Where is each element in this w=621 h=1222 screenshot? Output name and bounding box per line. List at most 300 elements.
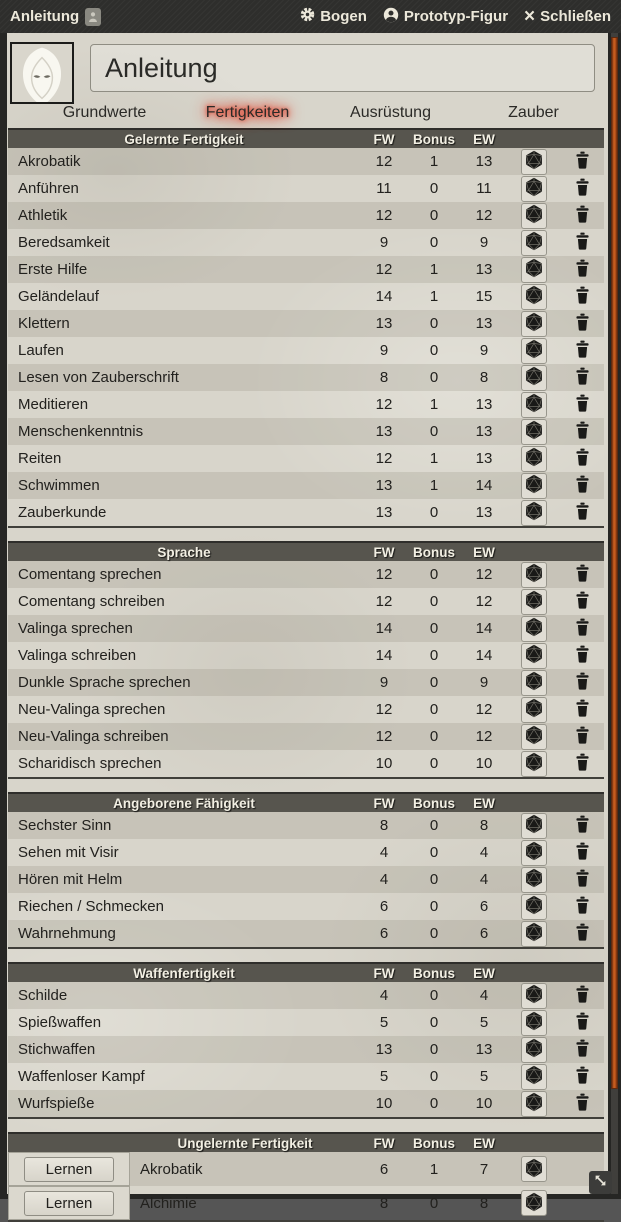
d20-dice-icon: [524, 393, 544, 416]
roll-dice-button[interactable]: [521, 921, 547, 947]
skill-row: [8, 229, 604, 256]
delete-skill-button[interactable]: [574, 753, 591, 775]
skill-fw-value: 14: [375, 288, 393, 305]
skill-name: Valinga schreiben: [18, 647, 137, 664]
delete-skill-button[interactable]: [574, 869, 591, 891]
roll-dice-button[interactable]: [521, 419, 547, 445]
d20-dice-icon: [524, 671, 544, 694]
d20-dice-icon: [524, 895, 544, 918]
skill-bonus-value: 0: [429, 620, 439, 637]
trash-icon: [574, 205, 591, 227]
delete-skill-button[interactable]: [574, 340, 591, 362]
column-header-fw: FW: [373, 131, 395, 147]
roll-dice-button[interactable]: [521, 813, 547, 839]
d20-dice-icon: [524, 814, 544, 837]
d20-dice-icon: [524, 725, 544, 748]
roll-dice-button[interactable]: [521, 894, 547, 920]
skill-bonus-value: 0: [429, 817, 439, 834]
skill-row: [8, 1009, 604, 1036]
roll-dice-button[interactable]: [521, 670, 547, 696]
skill-name: Valinga sprechen: [18, 620, 133, 637]
skill-fw-value: 4: [379, 871, 389, 888]
trash-icon: [574, 896, 591, 918]
skill-name: Schilde: [18, 987, 68, 1004]
skill-ew-value: 9: [479, 234, 489, 251]
skill-row: [8, 175, 604, 202]
delete-skill-button[interactable]: [574, 151, 591, 173]
delete-skill-button[interactable]: [574, 1093, 591, 1115]
scrollbar-thumb[interactable]: [611, 37, 618, 1089]
roll-dice-button[interactable]: [521, 392, 547, 418]
skill-row: [8, 256, 604, 283]
learn-cell: [8, 1152, 130, 1186]
roll-dice-button[interactable]: [521, 284, 547, 310]
skill-name: Comentang sprechen: [18, 566, 162, 583]
skill-ew-value: 13: [475, 153, 493, 170]
skill-fw-value: 12: [375, 261, 393, 278]
trash-icon: [574, 645, 591, 667]
skill-ew-value: 13: [475, 396, 493, 413]
d20-dice-icon: [524, 366, 544, 389]
skill-name: Menschenkenntnis: [18, 423, 144, 440]
roll-dice-button[interactable]: [521, 697, 547, 723]
trash-icon: [574, 340, 591, 362]
d20-dice-icon: [524, 922, 544, 945]
delete-skill-button[interactable]: [574, 672, 591, 694]
column-header-fw: FW: [373, 965, 395, 981]
skill-row: [8, 1036, 604, 1063]
roll-dice-button[interactable]: [521, 1064, 547, 1090]
skill-ew-value: 13: [475, 315, 493, 332]
character-avatar hooded-figure-avatar[interactable]: [10, 42, 74, 104]
d20-dice-icon: [524, 984, 544, 1007]
skill-fw-value: 12: [375, 701, 393, 718]
table-header-row: [8, 128, 604, 148]
tab-ausruestung[interactable]: Ausrüstung: [350, 104, 431, 121]
roll-dice-button[interactable]: [521, 230, 547, 256]
skill-ew-value: 12: [475, 593, 493, 610]
skill-ew-value: 4: [479, 844, 489, 861]
trash-icon: [574, 985, 591, 1007]
skill-fw-value: 12: [375, 593, 393, 610]
skill-fw-value: 4: [379, 987, 389, 1004]
skill-row: [8, 1152, 604, 1186]
skill-ew-value: 12: [475, 566, 493, 583]
trash-icon: [574, 1093, 591, 1115]
skill-name: Stichwaffen: [18, 1041, 96, 1058]
skill-tables: [8, 128, 604, 1222]
skill-bonus-value: 0: [429, 1014, 439, 1031]
skill-fw-value: 13: [375, 477, 393, 494]
delete-skill-button[interactable]: [574, 923, 591, 945]
roll-dice-button[interactable]: [521, 724, 547, 750]
skill-name: Waffenloser Kampf: [18, 1068, 145, 1085]
skill-bonus-value: 1: [429, 396, 439, 413]
skill-name: Athletik: [18, 207, 68, 224]
trash-icon: [574, 923, 591, 945]
skill-fw-value: 8: [379, 369, 389, 386]
delete-skill-button[interactable]: [574, 205, 591, 227]
skill-name: Beredsamkeit: [18, 234, 110, 251]
skill-ew-value: 11: [476, 180, 492, 197]
roll-dice-button[interactable]: [521, 1156, 547, 1182]
skill-ew-value: 6: [479, 925, 489, 942]
skill-ew-value: 12: [475, 207, 493, 224]
d20-dice-icon: [524, 339, 544, 362]
gear-icon: [300, 7, 315, 26]
skill-row: [8, 696, 604, 723]
skill-bonus-value: 0: [429, 1068, 439, 1085]
skill-name: Geländelauf: [18, 288, 99, 305]
table-header-row: [8, 541, 604, 561]
skill-bonus-value: 0: [429, 844, 439, 861]
skill-name: Alchimie: [140, 1194, 197, 1212]
roll-dice-button[interactable]: [521, 1037, 547, 1063]
column-header-bonus: Bonus: [413, 1135, 455, 1151]
skill-row: [8, 391, 604, 418]
skill-ew-value: 6: [479, 898, 489, 915]
roll-dice-button[interactable]: [521, 751, 547, 777]
delete-skill-button[interactable]: [574, 286, 591, 308]
roll-dice-button[interactable]: [521, 176, 547, 202]
skill-fw-value: 12: [375, 728, 393, 745]
trash-icon: [574, 1012, 591, 1034]
delete-skill-button[interactable]: [574, 591, 591, 613]
skill-row: [8, 1186, 604, 1220]
skill-table: [8, 128, 604, 528]
window-title: Anleitung: [10, 8, 80, 25]
column-header-bonus: Bonus: [413, 965, 455, 981]
d20-dice-icon: [524, 447, 544, 470]
delete-skill-button[interactable]: [574, 178, 591, 200]
roll-dice-button[interactable]: [521, 562, 547, 588]
roll-dice-button[interactable]: [521, 1190, 547, 1216]
skill-table: [8, 962, 604, 1119]
delete-skill-button[interactable]: [574, 421, 591, 443]
skill-fw-value: 13: [375, 423, 393, 440]
skill-ew-value: 8: [479, 817, 489, 834]
skill-fw-value: 9: [379, 674, 389, 691]
delete-skill-button[interactable]: [574, 564, 591, 586]
delete-skill-button[interactable]: [574, 394, 591, 416]
roll-dice-button[interactable]: [521, 257, 547, 283]
roll-dice-button[interactable]: [521, 867, 547, 893]
column-header-fw: FW: [373, 795, 395, 811]
d20-dice-icon: [524, 501, 544, 524]
skill-name: Sechster Sinn: [18, 817, 112, 834]
d20-dice-icon: [524, 420, 544, 443]
table-header-row: [8, 962, 604, 982]
d20-dice-icon: [524, 644, 544, 667]
skill-ew-value: 13: [475, 423, 493, 440]
skill-row: [8, 418, 604, 445]
roll-dice-button[interactable]: [521, 473, 547, 499]
skill-table: [8, 792, 604, 949]
trash-icon: [574, 367, 591, 389]
character-header: [7, 33, 608, 128]
scrollbar-track[interactable]: [611, 33, 618, 1194]
delete-skill-button[interactable]: [574, 475, 591, 497]
d20-dice-icon: [524, 590, 544, 613]
skill-bonus-value: 0: [429, 504, 439, 521]
trash-icon: [574, 1039, 591, 1061]
d20-dice-icon: [524, 474, 544, 497]
roll-dice-button[interactable]: [521, 338, 547, 364]
skill-fw-value: 14: [375, 647, 393, 664]
roll-dice-button[interactable]: [521, 1091, 547, 1117]
d20-dice-icon: [524, 1092, 544, 1115]
column-header-fw: FW: [373, 1135, 395, 1151]
skill-name: Laufen: [18, 342, 64, 359]
trash-icon: [574, 591, 591, 613]
roll-dice-button[interactable]: [521, 311, 547, 337]
skill-name: Schwimmen: [18, 477, 100, 494]
skill-fw-value: 12: [375, 396, 393, 413]
skill-name: Dunkle Sprache sprechen: [18, 674, 191, 691]
column-header-ew: EW: [473, 1135, 495, 1151]
delete-skill-button[interactable]: [574, 985, 591, 1007]
skill-name: Wahrnehmung: [18, 925, 116, 942]
skill-bonus-value: 1: [429, 153, 439, 170]
learn-button[interactable]: Lernen: [24, 1191, 114, 1216]
skill-bonus-value: 0: [429, 180, 439, 197]
skill-bonus-value: 0: [429, 423, 439, 440]
delete-skill-button[interactable]: [574, 313, 591, 335]
skill-ew-value: 8: [479, 1194, 489, 1212]
skill-ew-value: 12: [475, 728, 493, 745]
trash-icon: [574, 421, 591, 443]
trash-icon: [574, 618, 591, 640]
skill-ew-value: 9: [479, 674, 489, 691]
roll-dice-button[interactable]: [521, 500, 547, 526]
skill-bonus-value: 0: [429, 898, 439, 915]
roll-dice-button[interactable]: [521, 643, 547, 669]
roll-dice-button[interactable]: [521, 203, 547, 229]
skill-name: Riechen / Schmecken: [18, 898, 164, 915]
table-title: Ungelernte Fertigkeit: [177, 1135, 313, 1151]
skill-fw-value: 5: [379, 1068, 389, 1085]
column-header-ew: EW: [473, 965, 495, 981]
skill-row: [8, 723, 604, 750]
skill-name: Zauberkunde: [18, 504, 107, 521]
skill-row: [8, 750, 604, 777]
character-name-input[interactable]: [90, 44, 595, 92]
skill-bonus-value: 0: [429, 1041, 439, 1058]
trash-icon: [574, 475, 591, 497]
skill-ew-value: 13: [475, 450, 493, 467]
skill-fw-value: 14: [375, 620, 393, 637]
trash-icon: [574, 726, 591, 748]
skill-row: [8, 982, 604, 1009]
learn-button[interactable]: Lernen: [24, 1157, 114, 1182]
tab-bar: [33, 104, 605, 122]
skill-ew-value: 4: [479, 987, 489, 1004]
trash-icon: [574, 259, 591, 281]
skill-row: [8, 1090, 604, 1117]
skill-name: Scharidisch sprechen: [18, 755, 162, 772]
skill-fw-value: 13: [375, 315, 393, 332]
skill-fw-value: 6: [379, 925, 389, 942]
table-header-row: [8, 792, 604, 812]
skill-fw-value: 9: [379, 342, 389, 359]
skill-bonus-value: 0: [429, 1095, 439, 1112]
trash-icon: [574, 448, 591, 470]
skill-row: [8, 839, 604, 866]
skill-ew-value: 12: [475, 701, 493, 718]
trash-icon: [574, 753, 591, 775]
skill-bonus-value: 0: [429, 925, 439, 942]
skill-ew-value: 13: [475, 1041, 493, 1058]
delete-skill-button[interactable]: [574, 726, 591, 748]
skill-ew-value: 14: [475, 647, 493, 664]
skill-bonus-value: 0: [429, 674, 439, 691]
titlebar: [0, 0, 621, 33]
skill-name: Akrobatik: [18, 153, 81, 170]
delete-skill-button[interactable]: [574, 448, 591, 470]
d20-dice-icon: [524, 698, 544, 721]
roll-dice-button[interactable]: [521, 840, 547, 866]
skill-row: [8, 561, 604, 588]
d20-dice-icon: [524, 312, 544, 335]
roll-dice-button[interactable]: [521, 365, 547, 391]
close-button[interactable]: × Schließen: [524, 5, 611, 27]
skill-name: Neu-Valinga sprechen: [18, 701, 166, 718]
roll-dice-button[interactable]: [521, 446, 547, 472]
trash-icon: [574, 1066, 591, 1088]
skill-row: [8, 669, 604, 696]
trash-icon: [574, 151, 591, 173]
delete-skill-button[interactable]: [574, 699, 591, 721]
delete-skill-button[interactable]: [574, 367, 591, 389]
trash-icon: [574, 286, 591, 308]
delete-skill-button[interactable]: [574, 232, 591, 254]
d20-dice-icon: [524, 1011, 544, 1034]
table-title: Sprache: [157, 544, 211, 560]
delete-skill-button[interactable]: [574, 896, 591, 918]
skill-row: [8, 202, 604, 229]
delete-skill-button[interactable]: [574, 618, 591, 640]
skill-fw-value: 13: [375, 1041, 393, 1058]
skill-bonus-value: 1: [429, 450, 439, 467]
delete-skill-button[interactable]: [574, 645, 591, 667]
skill-bonus-value: 0: [429, 987, 439, 1004]
delete-skill-button[interactable]: [574, 1012, 591, 1034]
skill-fw-value: 4: [379, 844, 389, 861]
skill-name: Lesen von Zauberschrift: [18, 369, 179, 386]
skill-ew-value: 10: [475, 755, 493, 772]
skill-name: Anführen: [18, 180, 79, 197]
skill-row: [8, 364, 604, 391]
column-header-bonus: Bonus: [413, 544, 455, 560]
skill-ew-value: 5: [479, 1068, 489, 1085]
skill-name: Hören mit Helm: [18, 871, 123, 888]
skill-ew-value: 14: [475, 620, 493, 637]
skill-ew-value: 13: [475, 261, 493, 278]
skill-fw-value: 11: [376, 180, 392, 197]
delete-skill-button[interactable]: [574, 259, 591, 281]
skill-bonus-value: 0: [429, 369, 439, 386]
skill-fw-value: 12: [375, 207, 393, 224]
skill-bonus-value: 0: [429, 647, 439, 664]
d20-dice-icon: [524, 868, 544, 891]
skill-fw-value: 9: [379, 234, 389, 251]
delete-skill-button[interactable]: [574, 815, 591, 837]
character-menu-button[interactable]: Prototyp-Figur: [383, 7, 508, 27]
table-title: Angeborene Fähigkeit: [113, 795, 255, 811]
delete-skill-button[interactable]: [574, 1066, 591, 1088]
skill-row: [8, 812, 604, 839]
trash-icon: [574, 564, 591, 586]
resize-handle[interactable]: [589, 1171, 612, 1194]
delete-skill-button[interactable]: [574, 502, 591, 524]
table-title: Gelernte Fertigkeit: [124, 131, 244, 147]
skill-row: [8, 866, 604, 893]
skill-bonus-value: 0: [429, 342, 439, 359]
column-header-bonus: Bonus: [413, 131, 455, 147]
skill-fw-value: 6: [379, 1160, 389, 1178]
skill-fw-value: 13: [375, 504, 393, 521]
trash-icon: [574, 815, 591, 837]
skill-name: Wurfspieße: [18, 1095, 95, 1112]
delete-skill-button[interactable]: [574, 1039, 591, 1061]
table-title: Waffenfertigkeit: [133, 965, 235, 981]
skill-ew-value: 10: [475, 1095, 493, 1112]
skill-ew-value: 15: [475, 288, 493, 305]
d20-dice-icon: [524, 1038, 544, 1061]
skill-bonus-value: 1: [429, 1160, 439, 1178]
skill-bonus-value: 0: [429, 315, 439, 332]
skill-table: [8, 541, 604, 779]
skill-name: Akrobatik: [140, 1160, 203, 1178]
sheet-content: [7, 33, 608, 1212]
column-header-fw: FW: [373, 544, 395, 560]
tab-fertigkeiten[interactable]: Fertigkeiten: [205, 104, 290, 121]
d20-dice-icon: [524, 752, 544, 775]
roll-dice-button[interactable]: [521, 149, 547, 175]
skill-row: [8, 472, 604, 499]
skill-fw-value: 8: [379, 817, 389, 834]
skill-name: Spießwaffen: [18, 1014, 102, 1031]
trash-icon: [574, 394, 591, 416]
roll-dice-button[interactable]: [521, 1010, 547, 1036]
skill-row: [8, 337, 604, 364]
roll-dice-button[interactable]: [521, 616, 547, 642]
skill-row: [8, 588, 604, 615]
tab-grundwerte[interactable]: Grundwerte: [62, 104, 147, 121]
table-header-row: [8, 1132, 604, 1152]
roll-dice-button[interactable]: [521, 983, 547, 1009]
skill-fw-value: 12: [375, 153, 393, 170]
trash-icon: [574, 842, 591, 864]
skill-fw-value: 12: [375, 450, 393, 467]
d20-dice-icon: [524, 285, 544, 308]
d20-dice-icon: [524, 1158, 544, 1181]
skill-row: [8, 499, 604, 526]
skill-row: [8, 310, 604, 337]
delete-skill-button[interactable]: [574, 842, 591, 864]
trash-icon: [574, 232, 591, 254]
column-header-ew: EW: [473, 544, 495, 560]
tab-zauber[interactable]: Zauber: [508, 104, 559, 121]
skill-fw-value: 6: [379, 898, 389, 915]
d20-dice-icon: [524, 150, 544, 173]
roll-dice-button[interactable]: [521, 589, 547, 615]
d20-dice-icon: [524, 1192, 544, 1215]
skill-bonus-value: 0: [429, 207, 439, 224]
skill-bonus-value: 0: [429, 234, 439, 251]
sheet-button[interactable]: Bogen: [300, 7, 367, 26]
trash-icon: [574, 178, 591, 200]
